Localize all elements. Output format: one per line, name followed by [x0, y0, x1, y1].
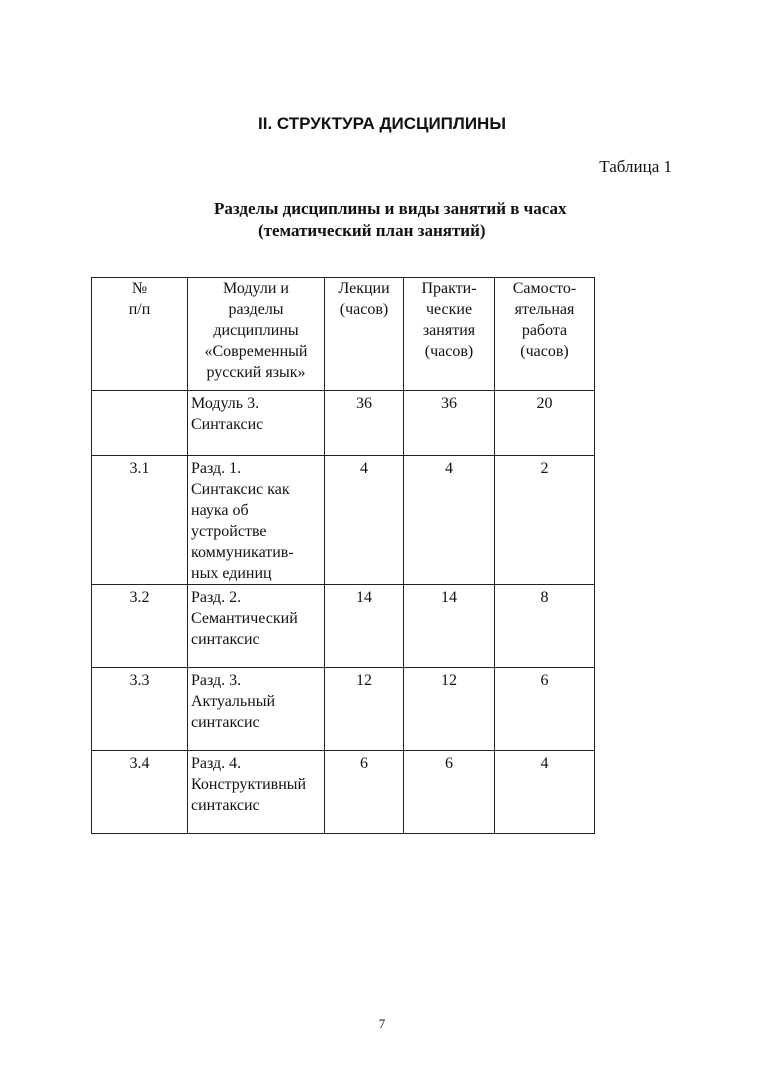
header-module-line: дисциплины — [213, 322, 299, 339]
header-lectures-line: Лекции — [338, 280, 390, 297]
row-practical: 12 — [404, 668, 495, 751]
section-heading: II. СТРУКТУРА ДИСЦИПЛИНЫ — [258, 114, 506, 133]
caption-line-1: Разделы дисциплины и виды занятий в часах — [214, 199, 567, 218]
table-row — [92, 668, 595, 751]
module-name-line: Модуль 3. — [191, 395, 260, 412]
row-lectures: 4 — [325, 456, 404, 585]
table-row — [92, 751, 595, 834]
row-self-work: 4 — [495, 751, 595, 834]
header-num — [92, 278, 188, 391]
row-name-line: синтаксис — [191, 797, 260, 814]
row-num: 3.2 — [92, 585, 188, 668]
module-num — [92, 391, 188, 456]
row-name-line: синтаксис — [191, 631, 260, 648]
module-row — [92, 391, 595, 456]
row-num: 3.4 — [92, 751, 188, 834]
row-name — [188, 456, 325, 585]
header-practical-line: Практи- — [421, 280, 477, 297]
row-name — [188, 751, 325, 834]
module-name-line: Синтаксис — [191, 416, 264, 433]
table-row — [92, 456, 595, 585]
module-self-work: 20 — [495, 391, 595, 456]
row-name-line: Семантический — [191, 610, 298, 627]
table-caption — [214, 198, 567, 242]
header-self-work-line: (часов) — [520, 343, 569, 360]
table-row — [92, 585, 595, 668]
row-name-line: Синтаксис как — [191, 481, 290, 498]
caption-line-2: (тематический план занятий) — [258, 221, 486, 240]
row-name-line: Актуальный — [191, 693, 276, 710]
table-number: Таблица 1 — [599, 157, 672, 176]
header-lectures-line: (часов) — [339, 301, 389, 318]
header-module — [188, 278, 325, 391]
module-practical: 36 — [404, 391, 495, 456]
header-num-line: п/п — [128, 301, 151, 318]
row-name-line: наука об — [191, 502, 249, 519]
header-module-line: разделы — [228, 301, 284, 318]
row-name-line: устройстве — [191, 523, 267, 540]
row-practical: 14 — [404, 585, 495, 668]
header-num-line: № — [131, 280, 148, 297]
header-self-work-line: ятельная — [514, 301, 575, 318]
header-self-work-line: работа — [521, 322, 568, 339]
row-num: 3.1 — [92, 456, 188, 585]
thematic-plan-table — [91, 277, 595, 834]
row-name-line: Разд. 2. — [191, 589, 242, 606]
row-name-line: Разд. 3. — [191, 672, 242, 689]
page-number: 7 — [378, 1016, 386, 1031]
row-lectures: 14 — [325, 585, 404, 668]
header-practical — [404, 278, 495, 391]
row-name-line: коммуникатив- — [191, 544, 294, 561]
module-lectures: 36 — [325, 391, 404, 456]
header-module-line: Модули и — [223, 280, 289, 297]
header-module-line: русский язык» — [206, 364, 306, 381]
header-lectures — [325, 278, 404, 391]
row-name-line: Разд. 1. — [191, 460, 242, 477]
row-name — [188, 585, 325, 668]
row-lectures: 12 — [325, 668, 404, 751]
header-module-line: «Современный — [204, 343, 308, 360]
table-header-row — [92, 278, 595, 391]
row-self-work: 6 — [495, 668, 595, 751]
row-lectures: 6 — [325, 751, 404, 834]
row-self-work: 8 — [495, 585, 595, 668]
row-name-line: ных единиц — [191, 565, 272, 582]
row-name — [188, 668, 325, 751]
header-practical-line: (часов) — [424, 343, 474, 360]
row-practical: 4 — [404, 456, 495, 585]
row-name-line: Конструктивный — [191, 776, 307, 793]
header-practical-line: ческие — [425, 301, 473, 318]
header-self-work — [495, 278, 595, 391]
row-name-line: Разд. 4. — [191, 755, 242, 772]
row-self-work: 2 — [495, 456, 595, 585]
module-name — [188, 391, 325, 456]
row-num: 3.3 — [92, 668, 188, 751]
header-practical-line: занятия — [422, 322, 476, 339]
row-name-line: синтаксис — [191, 714, 260, 731]
header-self-work-line: Самосто- — [512, 280, 577, 297]
row-practical: 6 — [404, 751, 495, 834]
